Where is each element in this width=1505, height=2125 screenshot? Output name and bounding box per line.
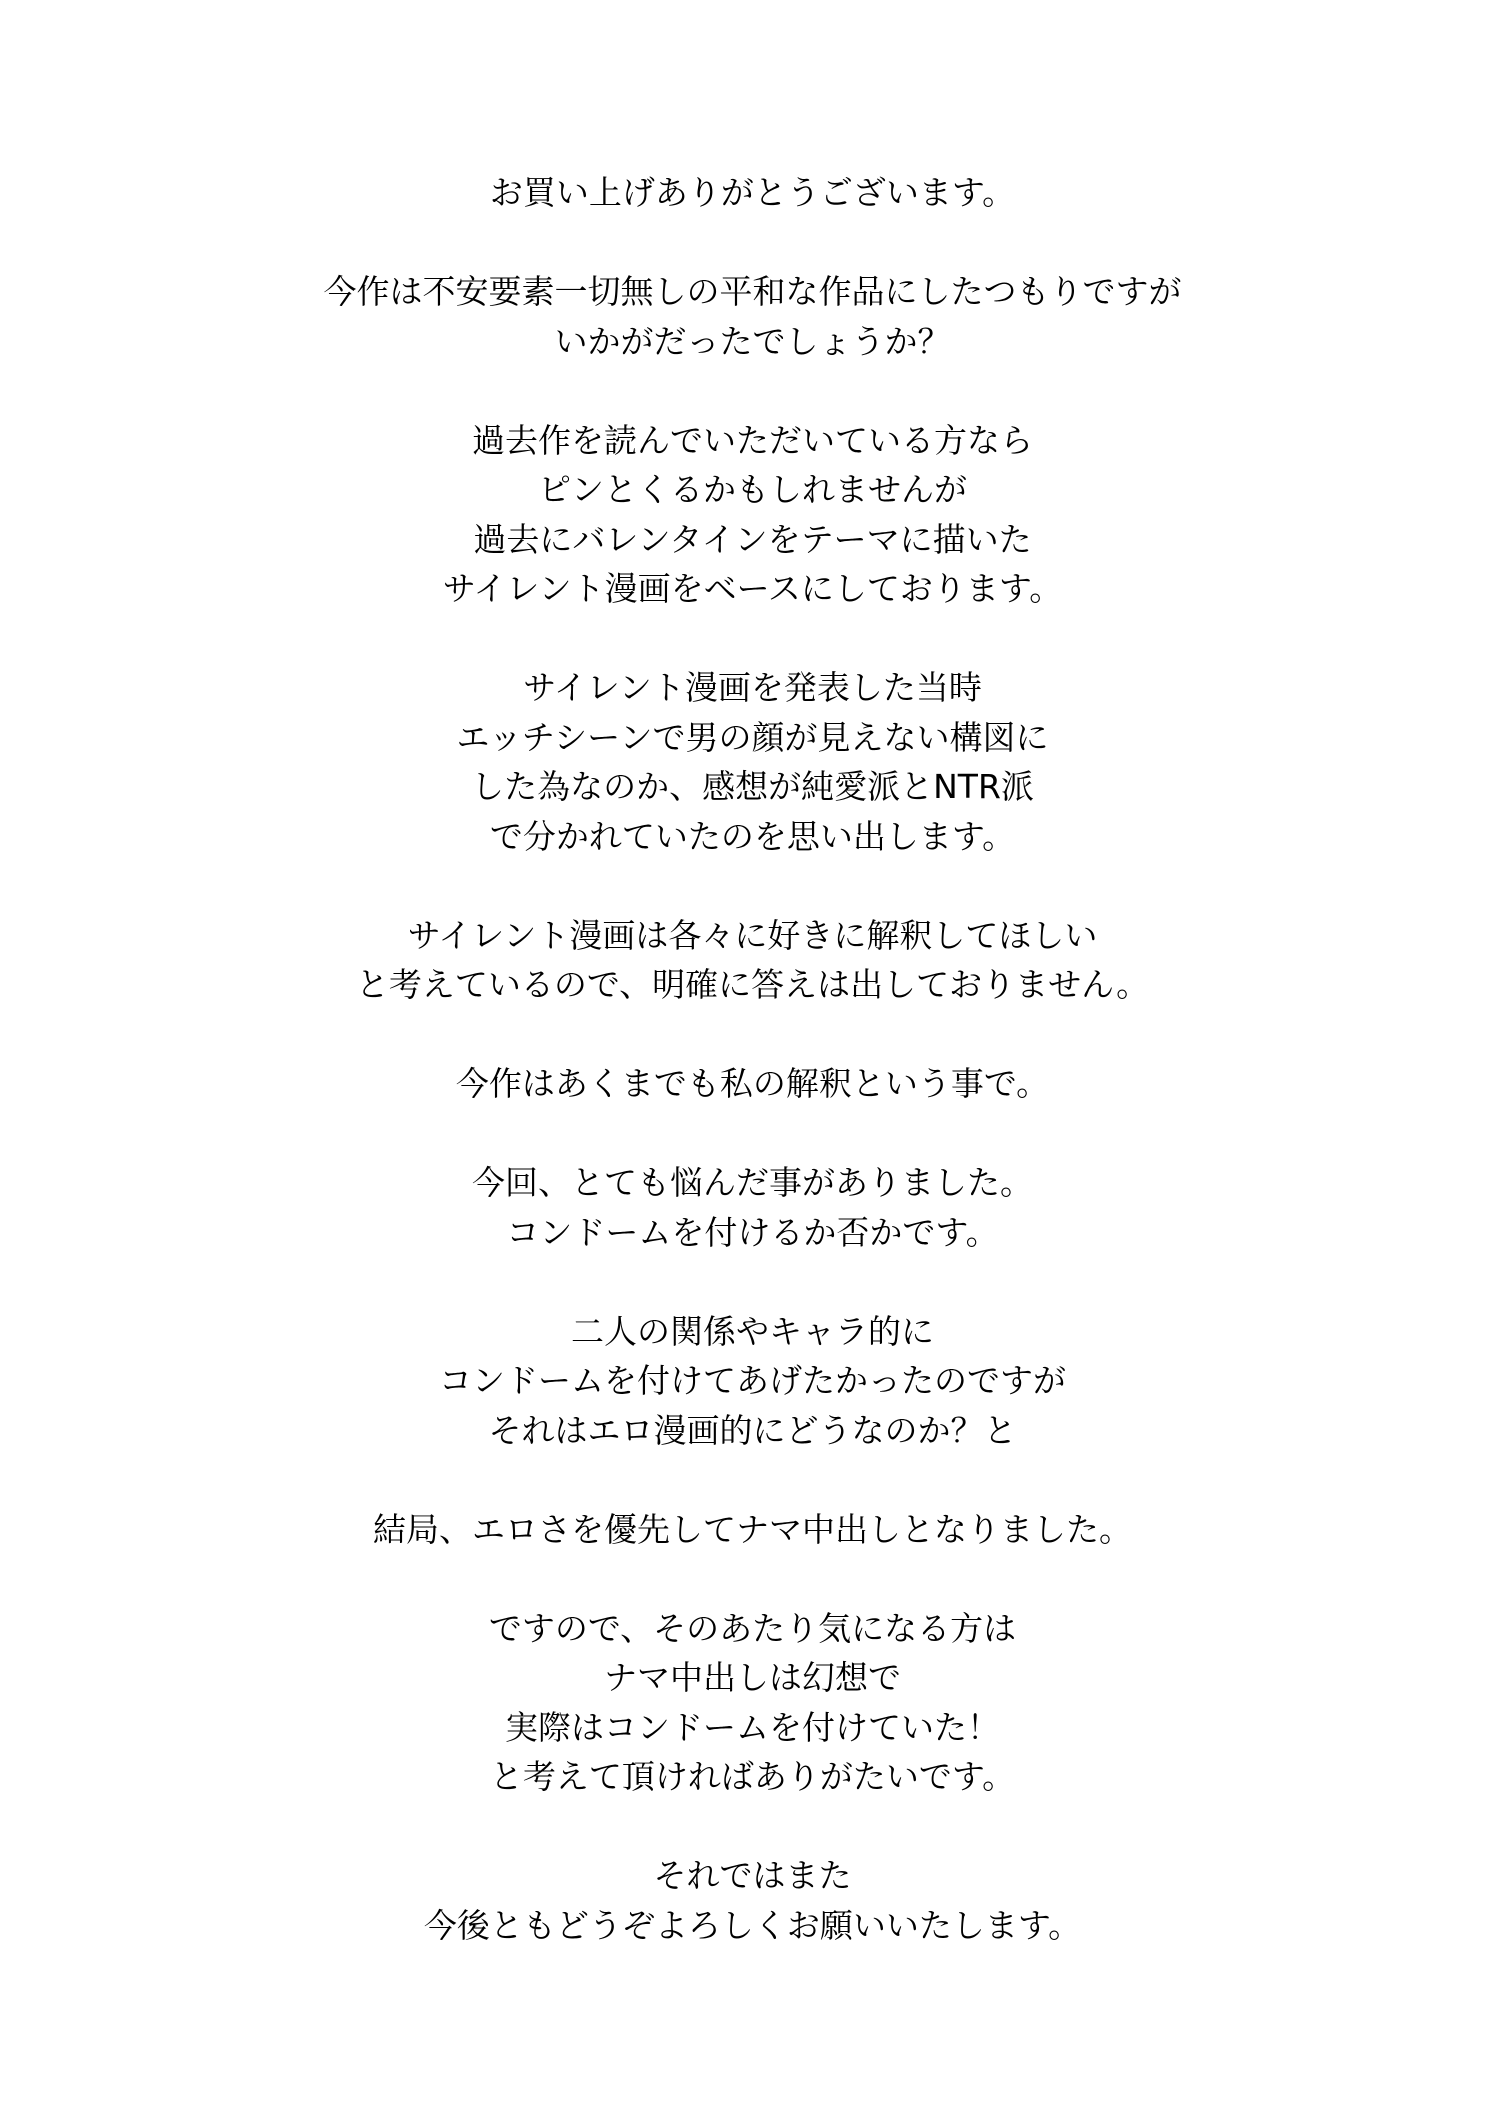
text-line: お買い上げありがとうございます。 [489, 173, 1016, 212]
text-line: ピンとくるかもしれませんが [538, 470, 967, 509]
text-line: と考えているので、明確に答えは出しておりません。 [355, 965, 1150, 1004]
text-line: ナマ中出しは幻想で [604, 1658, 901, 1697]
text-line: と考えて頂ければありがたいです。 [489, 1757, 1016, 1796]
paragraph-dilemma [0, 1158, 1505, 1257]
text-line: した為なのか、感想が純愛派とNTR派 [471, 767, 1034, 806]
paragraph-alternative-reading [0, 1604, 1505, 1802]
paragraph-thanks [0, 168, 1505, 218]
text-line: サイレント漫画を発表した当時 [523, 668, 982, 707]
text-line: ですので、そのあたり気になる方は [488, 1608, 1017, 1648]
paragraph-reader-reactions [0, 663, 1505, 861]
text-line: 過去にバレンタインをテーマに描いた [473, 519, 1032, 559]
text-line: 今作はあくまでも私の解釈という事で。 [455, 1064, 1050, 1103]
paragraph-decision [0, 1505, 1505, 1555]
text-line: それはエロ漫画的にどうなのか？と [488, 1410, 1017, 1450]
text-line: コンドームを付けてあげたかったのですが [439, 1361, 1066, 1400]
text-line: で分かれていたのを思い出します。 [489, 816, 1016, 856]
text-line: サイレント漫画は各々に好きに解釈してほしい [407, 915, 1098, 955]
text-line: エッチシーンで男の顔が見えない構図に [456, 717, 1049, 757]
text-line: サイレント漫画をベースにしております。 [442, 569, 1063, 608]
paragraph-interpretation [0, 911, 1505, 1010]
text-line: 結局、エロさを優先してナマ中出しとなりました。 [373, 1509, 1132, 1549]
paragraph-closing [0, 1851, 1505, 1950]
text-line: 過去作を読んでいただいている方なら [472, 420, 1033, 460]
text-line: コンドームを付けるか否かです。 [506, 1212, 999, 1252]
text-line: 今後ともどうぞよろしくお願いいたします。 [423, 1905, 1082, 1945]
afterword-text [0, 168, 1505, 1950]
paragraph-based-on-silent-manga [0, 416, 1505, 614]
text-line: 今回、とても悩んだ事がありました。 [472, 1163, 1033, 1202]
paragraph-relationship [0, 1307, 1505, 1456]
paragraph-my-interpretation [0, 1059, 1505, 1109]
text-line: 実際はコンドームを付けていた！ [505, 1707, 1000, 1747]
text-line: いかがだったでしょうか？ [554, 321, 951, 361]
paragraph-peaceful-work [0, 267, 1505, 366]
text-line: それではまた [653, 1856, 852, 1895]
text-line: 二人の関係やキャラ的に [571, 1311, 934, 1351]
text-line: 今作は不安要素一切無しの平和な作品にしたつもりですが [323, 272, 1182, 311]
